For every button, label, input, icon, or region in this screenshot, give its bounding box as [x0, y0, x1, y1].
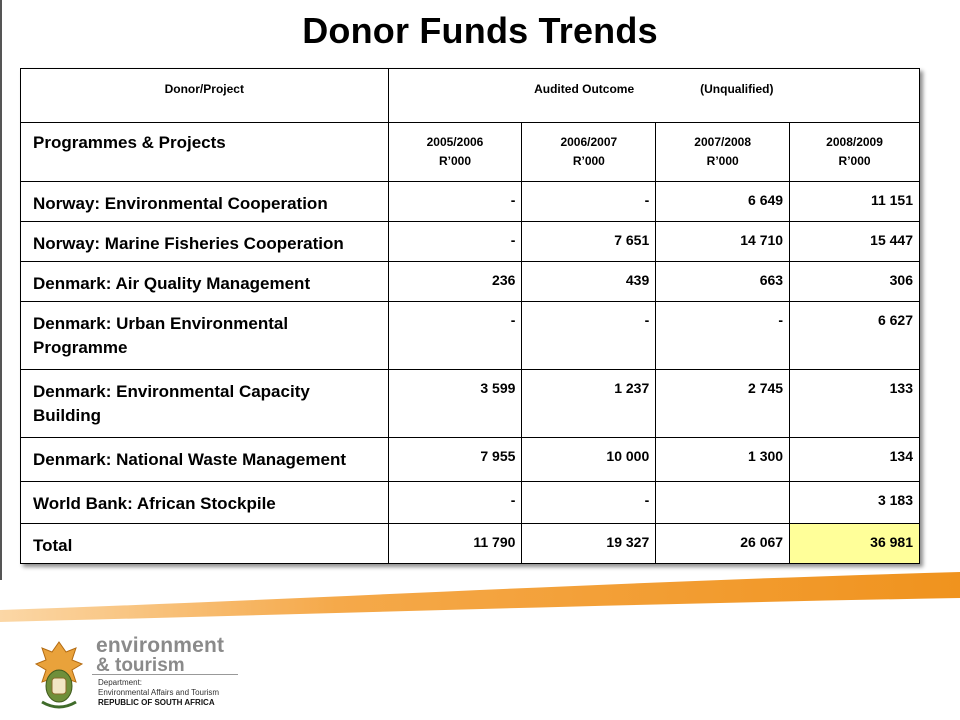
- cell-value: 439: [522, 262, 656, 302]
- cell-value: 26 067: [656, 524, 790, 564]
- cell-value: -: [388, 222, 522, 262]
- row-label: World Bank: African Stockpile: [21, 482, 389, 524]
- header-audited-label: Audited Outcome: [534, 82, 635, 96]
- logo-dept-name: Environmental Affairs and Tourism: [98, 688, 220, 697]
- cell-value: 7 651: [522, 222, 656, 262]
- logo-environment-text: environment: [96, 634, 225, 657]
- row-label: Denmark: Environmental Capacity Building: [21, 370, 389, 438]
- table-row: [21, 438, 920, 482]
- cell-value: 2 745: [656, 370, 790, 438]
- row-label: Denmark: National Waste Management: [21, 438, 389, 482]
- row-label: Denmark: Urban Environmental Programme: [21, 302, 389, 370]
- cell-value: -: [388, 182, 522, 222]
- logo-dept-label: Department:: [98, 678, 143, 687]
- header-year-col: [790, 123, 920, 182]
- logo-department-block: [92, 674, 238, 713]
- header-donor-project: Donor/Project: [21, 69, 389, 123]
- cell-value: 7 955: [388, 438, 522, 482]
- cell-value: 306: [790, 262, 920, 302]
- table-subheader-row: [21, 123, 920, 182]
- row-label: Total: [21, 524, 389, 564]
- unit-label: R’000: [838, 154, 871, 168]
- cell-value: 11 151: [790, 182, 920, 222]
- table-row: [21, 262, 920, 302]
- table-row: [21, 482, 920, 524]
- year-label: 2008/2009: [826, 135, 883, 149]
- table-row: [21, 302, 920, 370]
- cell-value: 1 300: [656, 438, 790, 482]
- cell-value: -: [522, 482, 656, 524]
- cell-value: 15 447: [790, 222, 920, 262]
- cell-value: -: [388, 302, 522, 370]
- cell-value: 134: [790, 438, 920, 482]
- cell-value: -: [656, 302, 790, 370]
- department-logo: [30, 636, 242, 714]
- cell-value: -: [522, 182, 656, 222]
- slide-title: Donor Funds Trends: [302, 10, 658, 51]
- row-label: Norway: Environmental Cooperation: [21, 182, 389, 222]
- unit-label: R’000: [572, 154, 605, 168]
- cell-value: -: [388, 482, 522, 524]
- unit-label: R’000: [438, 154, 471, 168]
- cell-value: 6 649: [656, 182, 790, 222]
- header-unqualified-label: (Unqualified): [700, 82, 774, 96]
- orange-swoosh-decoration: [0, 560, 960, 640]
- year-label: 2005/2006: [426, 135, 484, 149]
- cell-value: 10 000: [522, 438, 656, 482]
- coat-of-arms-icon: [30, 638, 88, 712]
- cell-value: 14 710: [656, 222, 790, 262]
- row-label: Denmark: Air Quality Management: [21, 262, 389, 302]
- header-programmes: Programmes & Projects: [21, 123, 389, 182]
- table-row-total: [21, 524, 920, 564]
- donor-funds-table: [20, 68, 920, 564]
- unit-label: R’000: [706, 154, 739, 168]
- cell-value: 6 627: [790, 302, 920, 370]
- header-audited-outcome: [388, 69, 919, 123]
- cell-value-highlighted: 36 981: [790, 524, 920, 564]
- table-header-row: [21, 69, 920, 123]
- header-year-col: [522, 123, 656, 182]
- table-row: [21, 222, 920, 262]
- logo-tourism-text: & tourism: [96, 655, 185, 676]
- year-label: 2007/2008: [694, 135, 752, 149]
- cell-value: 3 599: [388, 370, 522, 438]
- table-row: [21, 182, 920, 222]
- cell-value: 133: [790, 370, 920, 438]
- cell-value: 663: [656, 262, 790, 302]
- cell-value: [656, 482, 790, 524]
- year-label: 2006/2007: [560, 135, 618, 149]
- cell-value: 1 237: [522, 370, 656, 438]
- table-row: [21, 370, 920, 438]
- cell-value: 11 790: [388, 524, 522, 564]
- logo-country: REPUBLIC OF SOUTH AFRICA: [98, 698, 215, 707]
- header-year-col: [656, 123, 790, 182]
- cell-value: 236: [388, 262, 522, 302]
- cell-value: -: [522, 302, 656, 370]
- cell-value: 3 183: [790, 482, 920, 524]
- header-year-col: [388, 123, 522, 182]
- slide-left-border: [0, 0, 2, 580]
- cell-value: 19 327: [522, 524, 656, 564]
- row-label: Norway: Marine Fisheries Cooperation: [21, 222, 389, 262]
